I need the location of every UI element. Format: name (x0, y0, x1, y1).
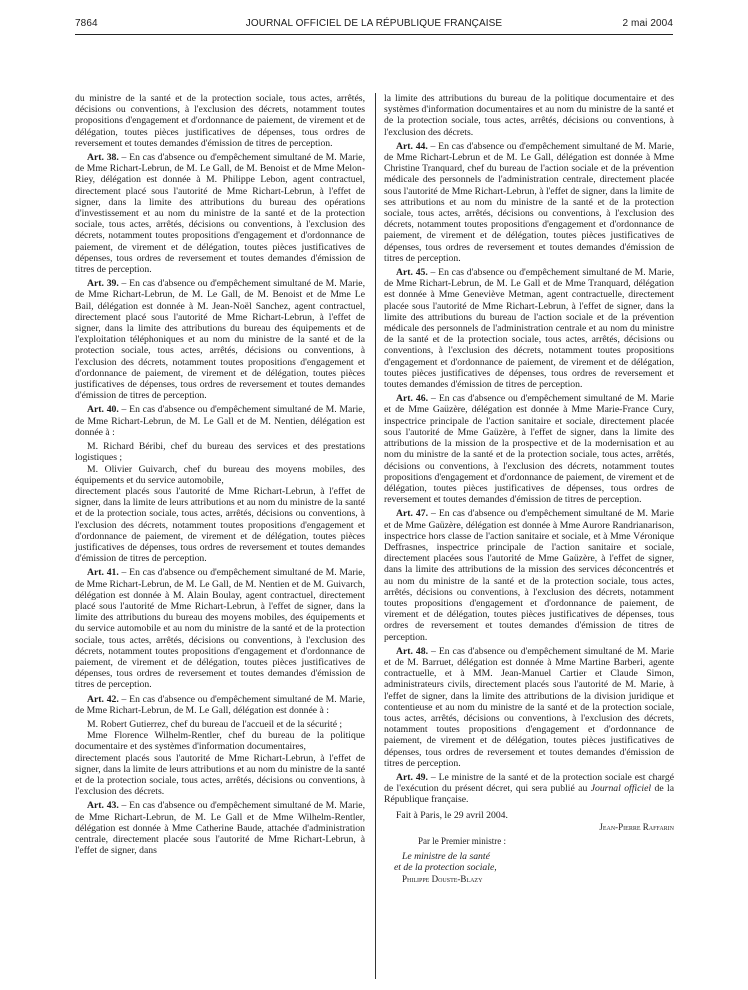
article-text-end: de la République française. (384, 783, 674, 806)
article-text: – En cas d'absence ou d'empêchement simultané de M. Marie, de Mme Richart-Lebrun, de M. Le Gall et de Mme Tranquard, délégation est donnée à Mme Geneviève Metman, agent contractuelle, directement placée sous l'autorité de Mme Richart-Lebrun, à l'effet de signer, dans la limite des attributions du bureau de l'action sociale et de la prévention médicale des personnels de l'administration centrale et au nom du ministre de la santé et de la protection sociale, tous actes, arrêtés, décisions ou conventions, à l'exclusion des décrets, notamment toutes propositions d'engagement et d'ordonnance de paiement, de virement et de délégation, toutes pièces justificatives de dépenses, tous ordres de reversement et toutes demandes d'émission de titres de perception. (384, 267, 674, 391)
page-header (75, 14, 673, 30)
right-column-body (384, 93, 674, 769)
delegate-item: M. Richard Béribi, chef du bureau des services et des prestations logistiques ; (75, 441, 365, 464)
body-paragraph: directement placés sous l'autorité de Mme Richart-Lebrun, à l'effet de signer, dans la limite de leurs attributions et au nom du ministre de la santé et de la protection sociale, tous actes, arrêtés, décisions ou conventions, à l'exclusion des décrets. (75, 752, 365, 798)
article-label: Art. 49. (396, 771, 428, 783)
body-paragraph: du ministre de la santé et de la protection sociale, tous actes, arrêtés, décisions ou conventions, à l'exclusion des décrets, notamment toutes propositions d'engagement et d'ordonnance de paiement, de virement et de délégation, toutes pièces justificatives de dépenses, tous ordres de reversement et toutes demandes d'émission de titres de perception. (75, 93, 365, 149)
article-paragraph (384, 508, 674, 642)
article-paragraph (75, 278, 365, 401)
article-label: Art. 46. (396, 393, 429, 405)
article-paragraph (75, 800, 365, 856)
journal-reference: Journal officiel (590, 783, 652, 795)
minister-name: Philippe Douste-Blazy (402, 873, 483, 884)
journal-title: JOURNAL OFFICIEL DE LA RÉPUBLIQUE FRANÇAISE (245, 18, 503, 29)
article-text: – En cas d'absence ou d'empêchement simultané de M. Marie, de Mme Richart-Lebrun, de M. Le Gall, délégation est donnée à : (75, 693, 365, 716)
column-divider (375, 93, 376, 979)
header-rule (75, 34, 673, 35)
article-label: Art. 45. (396, 267, 428, 279)
minister-title-line-1: Le ministre de la santé (402, 851, 490, 863)
article-paragraph (384, 646, 674, 769)
by-line: Par le Premier ministre : (418, 836, 506, 846)
article-paragraph (384, 141, 674, 264)
article-text: – En cas d'absence ou d'empêchement simultané de M. Marie, de Mme Richart-Lebrun, de M. Le Gall et de M. Nentien, délégation est donnée à : (75, 404, 365, 438)
article-49 (384, 772, 674, 806)
article-label: Art. 42. (87, 693, 119, 705)
article-label: Art. 44. (396, 140, 428, 152)
article-text: – Le ministre de la santé et de la protection sociale est chargé de l'exécution du présent décret, qui sera publié au (384, 771, 675, 795)
article-text: – En cas d'absence ou d'empêchement simultané de M. Marie, de Mme Richart-Lebrun, de M. Le Gall, de M. Nentien et de M. Guivarch, délégation est donnée à M. Alain Boulay, agent contractuel, directement placé sous l'autorité de Mme Richart-Lebrun, à l'effet de signer, dans la limite des attributions du bureau des moyens mobiles, des équipements et du service automobile et au nom du ministre de la santé et de la protection sociale, tous actes, arrêtés, décisions ou conventions, à l'exclusion des décrets, notamment toutes propositions d'engagement et d'ordonnance de paiement, de virement et de délégation, toutes pièces justificatives de dépenses, tous ordres de reversement et toutes demandes d'émission de titres de perception. (75, 567, 365, 691)
article-label: Art. 41. (87, 567, 119, 579)
place-date: Fait à Paris, le 29 avril 2004. (396, 809, 508, 821)
body-paragraph: directement placés sous l'autorité de Mme Richart-Lebrun, à l'effet de signer, dans la limite de leurs attributions et au nom du ministre de la santé et de la protection sociale, tous actes, arrêtés, décisions ou conventions, à l'exclusion des décrets, notamment toutes propositions d'engagement et d'ordonnance de paiement, de virement et de délégation, toutes pièces justificatives de dépenses, tous ordres de reversement et toutes demandes d'émission de titres de perception. (75, 485, 365, 565)
delegate-item: M. Olivier Guivarch, chef du bureau des moyens mobiles, des équipements et du service automobile, (75, 463, 365, 486)
article-text: – En cas d'absence ou d'empêchement simultané de M. Marie, de Mme Richart-Lebrun et de M. Le Gall, délégation est donnée à Mme Christine Tranquard, chef du bureau de l'action sociale et de la prévention médicale des personnels de l'administration centrale, directement placée sous l'autorité de Mme Richart-Lebrun, à l'effet de signer, dans la limite de ses attributions et au nom du ministre de la santé et de la protection sociale, tous actes, arrêtés, décisions ou conventions, à l'exclusion des décrets, notamment toutes propositions d'engagement et d'ordonnance de paiement, de virement et de délégation, toutes pièces justificatives de dépenses, tous ordres de reversement et toutes demandes d'émission de titres de perception. (384, 140, 674, 264)
article-text: – En cas d'absence ou d'empêchement simultané de M. Marie et de M. Barruet, délégation est donnée à Mme Martine Barberi, agente contractuelle, et à MM. Jean-Manuel Cartier et Claude Simon, administrateurs civils, directement placés sous l'autorité de M. Marie, à l'effet de signer, dans la limite des attributions de la division juridique et contentieuse et au nom du ministre de la santé et de la protection sociale, tous actes, arrêtés, décisions ou conventions, à l'exclusion des décrets, notamment toutes propositions d'engagement et d'ordonnance de paiement, de virement et de délégation, toutes pièces justificatives de dépenses, tous ordres de reversement et toutes demandes d'émission de titres de perception. (384, 645, 674, 769)
issue-date: 2 mai 2004 (622, 18, 673, 29)
article-paragraph (75, 694, 365, 716)
article-text: – En cas d'absence ou d'empêchement simultané de M. Marie, de Mme Richart-Lebrun, de M. Le Gall et de Mme Wilhelm-Rentler, délégation est donnée à Mme Catherine Baude, attachée d'administration centrale, directement placée sous l'autorité de Mme Richart-Lebrun, à l'effet de signer, dans (75, 800, 365, 857)
article-paragraph (384, 267, 674, 390)
right-column (384, 93, 674, 885)
article-label: Art. 40. (87, 404, 119, 416)
delegate-item: M. Robert Gutierrez, chef du bureau de l'accueil et de la sécurité ; (87, 718, 343, 730)
article-label: Art. 48. (396, 645, 429, 657)
page-number: 7864 (75, 18, 98, 29)
article-text: – En cas d'absence ou d'empêchement simultané de M. Marie, de Mme Richart-Lebrun, de M. Le Gall, de M. Benoist et de Mme Melon-Riey, délégation est donnée à M. Philippe Lebon, agent contractuel, directement placé sous l'autorité de Mme Richart-Lebrun, à l'effet de signer, dans la limite des attributions du bureau des opérations d'investissement et au nom du ministre de la santé et de la protection sociale, tous actes, arrêtés, décisions ou conventions, à l'exclusion des décrets, notamment toutes propositions d'engagement et d'ordonnance de paiement, de virement et de délégation, toutes pièces justificatives de dépenses, tous ordres de reversement et toutes demandes d'émission de titres de perception. (75, 152, 365, 276)
article-label: Art. 43. (87, 800, 119, 812)
article-paragraph (384, 393, 674, 505)
left-column (75, 93, 365, 859)
article-text: – En cas d'absence ou d'empêchement simultané de M. Marie et de Mme Gaüzère, délégation est donnée à Mme Marie-France Cury, inspectrice principale de l'action sanitaire et sociale, directement placée sous l'autorité de Mme Gaüzère, à l'effet de signer, dans la limite des attributions de la mission de la prospective et de la modernisation et au nom du ministre de la santé et de la protection sociale, tous actes, arrêtés, décisions ou conventions, à l'exclusion des décrets, notamment toutes propositions d'engagement et d'ordonnance de paiement, de virement et de délégation, toutes pièces justificatives de dépenses, tous ordres de reversement et toutes demandes d'émission de titres de perception. (384, 393, 674, 506)
article-text: – En cas d'absence ou d'empêchement simultané de M. Marie et de Mme Gaüzère, délégation est donnée à Mme Aurore Randrianarison, inspectrice hors classe de l'action sanitaire et sociale, et à Mme Véronique Deffrasnes, inspectrice principale de l'action sanitaire et sociale, directement placées sous l'autorité de Mme Gaüzère, à l'effet de signer, dans la limite des attributions de la mission des services déconcentrés et au nom du ministre de la santé et de la protection sociale, tous actes, arrêtés, décisions ou conventions, à l'exclusion des décrets, notamment toutes propositions d'engagement et d'ordonnance de paiement, de virement et de délégation, toutes pièces justificatives de dépenses, tous ordres de reversement et toutes demandes d'émission de titres de perception. (384, 508, 674, 643)
signer-name: Jean-Pierre Raffarin (599, 821, 674, 832)
article-label: Art. 47. (396, 508, 429, 520)
article-label: Art. 38. (87, 152, 119, 164)
delegate-item: Mme Florence Wilhelm-Rentler, chef du bureau de la politique documentaire et des systèmes d'information documentaires, (75, 730, 365, 753)
article-text: – En cas d'absence ou d'empêchement simultané de M. Marie, de Mme Richart-Lebrun, de M. Le Gall, de M. Benoist et de Mme Le Bail, délégation est donnée à M. Jean-Noël Sanchez, agent contractuel, directement placé sous l'autorité de Mme Richart-Lebrun, à l'effet de signer, dans la limite des attributions du bureau des équipements et de l'exploitation téléphoniques et au nom du ministre de la santé et de la protection sociale, tous actes, arrêtés, décisions ou conventions, à l'exclusion des décrets, notamment toutes propositions d'engagement et d'ordonnance de paiement, de virement et de délégation, toutes pièces justificatives de dépenses, tous ordres de reversement et toutes demandes d'émission de titres de perception. (75, 278, 365, 402)
article-paragraph (75, 404, 365, 438)
article-paragraph (75, 152, 365, 275)
body-paragraph: la limite des attributions du bureau de la politique documentaire et des systèmes d'information documentaires et au nom du ministre de la santé et de la protection sociale, tous actes, arrêtés, décisions ou conventions, à l'exclusion des décrets. (384, 93, 674, 138)
signature-block (384, 810, 674, 885)
article-paragraph (75, 567, 365, 690)
minister-title-line-2: et de la protection sociale, (394, 862, 497, 874)
article-label: Art. 39. (87, 278, 119, 290)
